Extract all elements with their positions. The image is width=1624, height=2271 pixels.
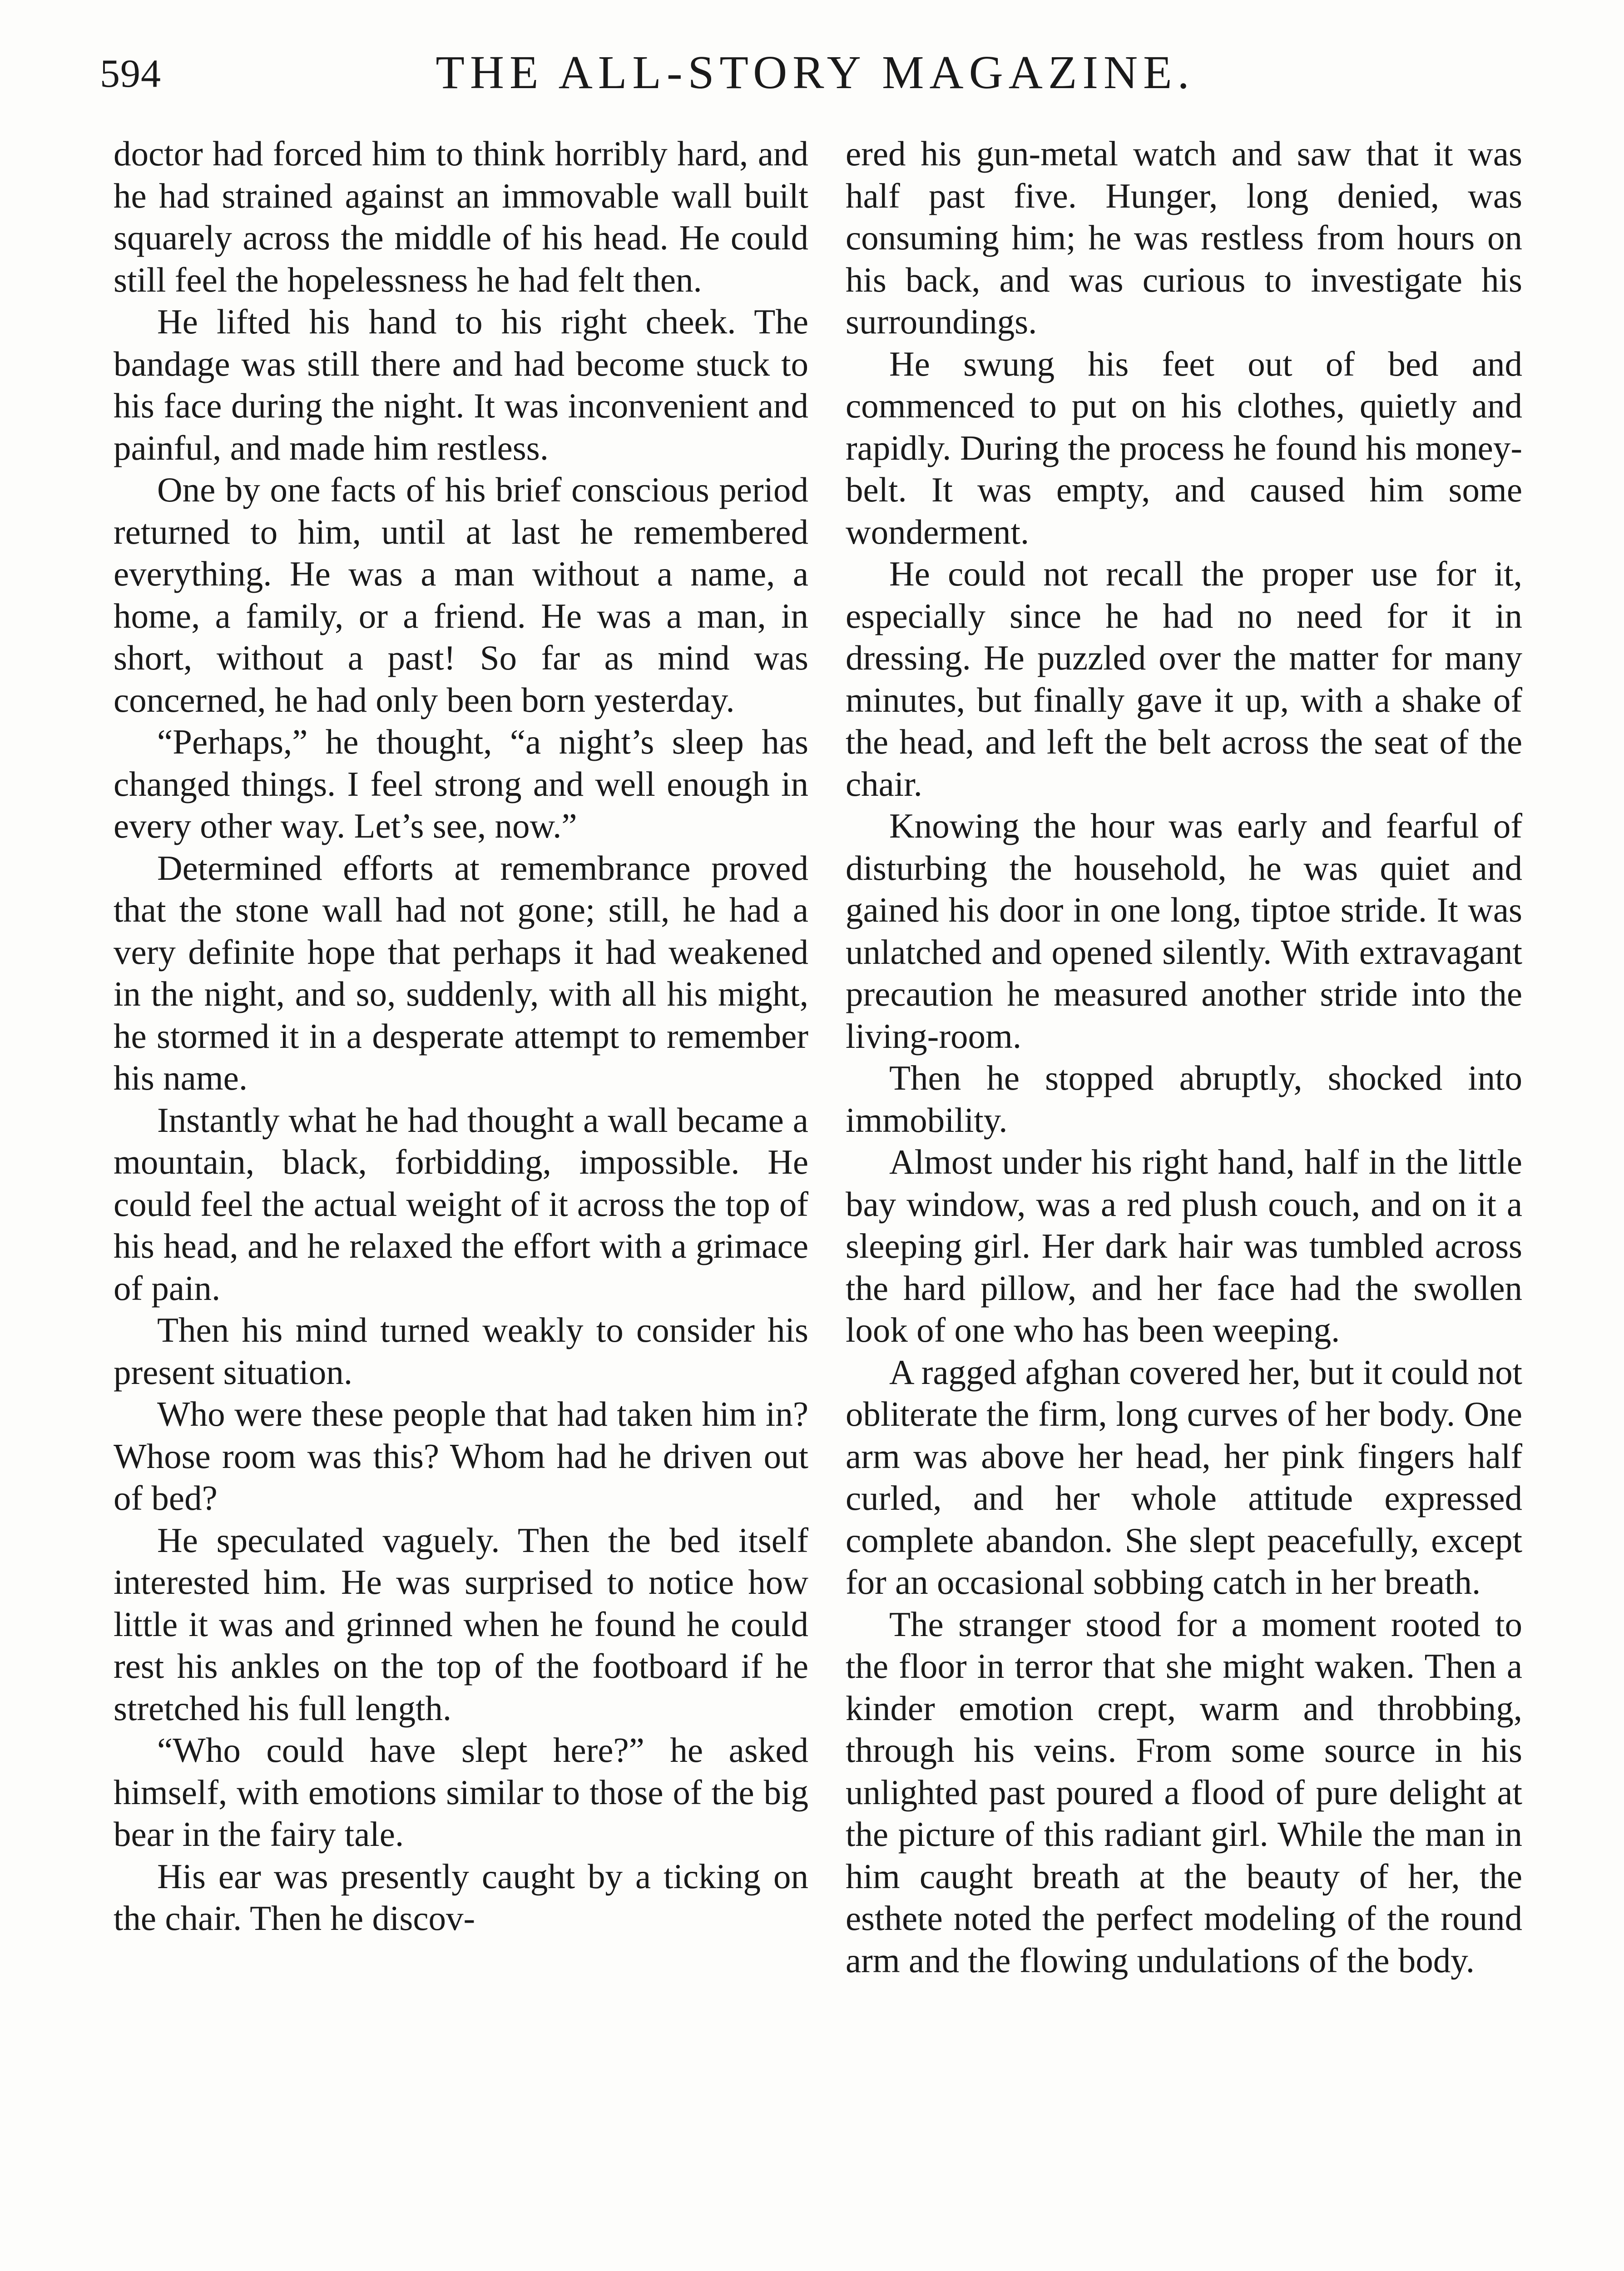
paragraph: Almost under his right hand, half in the little bay window, was a red plush couch, and on it a sleeping girl. Her dark hair was tumbled across the hard pillow, and her face had the swollen look of one who has been weeping. <box>846 1142 1522 1349</box>
paragraph: Then his mind turned weakly to consider his present situation. <box>114 1310 808 1392</box>
paragraph: He lifted his hand to his right cheek. The bandage was still there and had become stuck to his face during the night. It was inconvenient and painful, and made him restless. <box>114 302 808 467</box>
paragraph: “Perhaps,” he thought, “a night’s sleep has changed things. I feel strong and well enough in every other way. Let’s see, now.” <box>114 722 808 845</box>
paragraph: One by one facts of his brief conscious period returned to him, until at last he remembered everything. He was a man without a name, a home, a family, or a friend. He was a man, in short, without a past! So far as mind was concerned, he had only been born yesterday. <box>114 470 808 719</box>
paragraph: “Who could have slept here?” he asked himself, with emotions similar to those of the big bear in the fairy tale. <box>114 1731 808 1854</box>
right-column <box>846 133 1522 1981</box>
paragraph: He could not recall the proper use for it, especially since he had no need for it in dressing. He puzzled over the matter for many minutes, but finally gave it up, with a shake of the head, and left the belt across the seat of the chair. <box>846 554 1522 803</box>
paragraph: Instantly what he had thought a wall became a mountain, black, forbidding, impossible. He could feel the actual weight of it across the top of his head, and he relaxed the effort with a grimace of pain. <box>114 1100 808 1308</box>
paragraph: Who were these people that had taken him in? Whose room was this? Whom had he driven out of bed? <box>114 1394 808 1517</box>
paragraph: His ear was presently caught by a ticking on the chair. Then he discov- <box>114 1856 808 1938</box>
paragraph: A ragged afghan covered her, but it could not obliterate the firm, long curves of her body. One arm was above her head, her pink fingers half curled, and her whole attitude expressed complete abandon. She slept peacefully, except for an occasional sobbing catch in her breath. <box>846 1352 1522 1602</box>
paragraph: Then he stopped abruptly, shocked into immobility. <box>846 1058 1522 1140</box>
running-title: THE ALL-STORY MAGAZINE. <box>436 46 1195 99</box>
paragraph: doctor had forced him to think horribly hard, and he had strained against an immovable wall built squarely across the middle of his head. He could still feel the hopelessness he had felt then. <box>114 134 808 299</box>
paragraph: Determined efforts at remembrance proved that the stone wall had not gone; still, he had a very definite hope that perhaps it had weakened in the night, and so, suddenly, with all his might, he stormed it in a desperate attempt to remember his name. <box>114 848 808 1097</box>
page-number: 594 <box>100 52 161 96</box>
paragraph: The stranger stood for a moment rooted to the floor in terror that she might waken. Then a kinder emotion crept, warm and throbbing, through his veins. From some source in his unlighted past poured a flood of pure delight at the picture of this radiant girl. While the man in him caught breath at the beauty of her, the esthete noted the perfect modeling of the round arm and the flowing undulations of the body. <box>846 1604 1522 1980</box>
paragraph: He speculated vaguely. Then the bed itself interested him. He was surprised to notice how little it was and grinned when he found he could rest his ankles on the top of the footboard if he stretched his full length. <box>114 1520 808 1728</box>
paragraph: ered his gun-metal watch and saw that it was half past five. Hunger, long denied, was consuming him; he was restless from hours on his back, and was curious to investigate his surroundings. <box>846 134 1522 341</box>
page-header <box>100 42 1530 110</box>
paragraph: He swung his feet out of bed and commenced to put on his clothes, quietly and rapidly. During the process he found his money-belt. It was empty, and caused him some wonderment. <box>846 344 1522 551</box>
paragraph: Knowing the hour was early and fearful of disturbing the household, he was quiet and gained his door in one long, tiptoe stride. It was unlatched and opened silently. With extravagant precaution he measured another stride into the living-room. <box>846 806 1522 1056</box>
left-column <box>114 133 808 1939</box>
